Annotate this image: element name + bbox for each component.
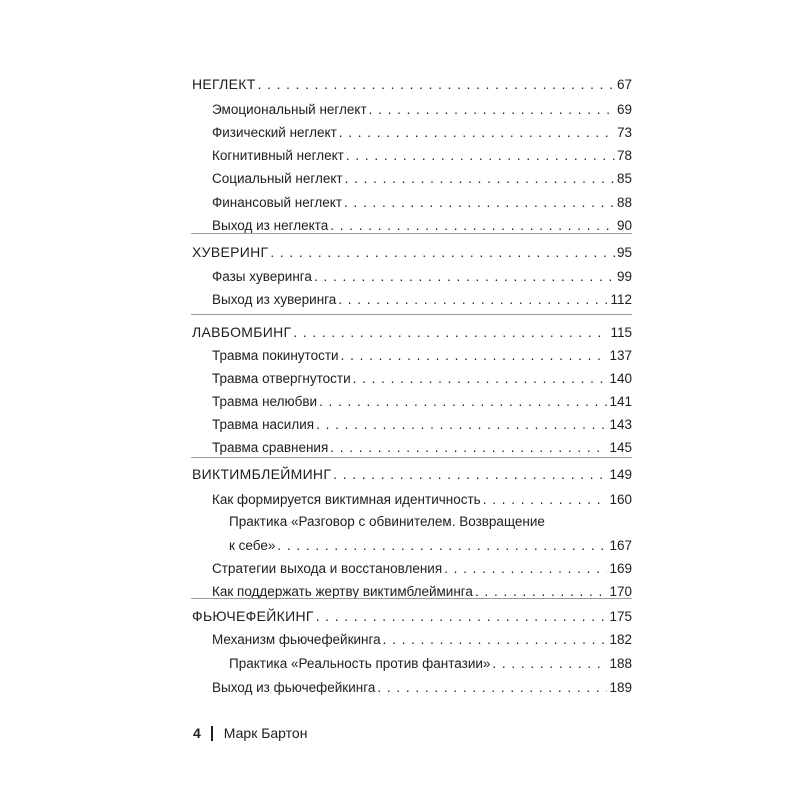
leader-dots bbox=[369, 102, 615, 118]
toc-entry-title: Социальный неглект bbox=[212, 171, 343, 186]
toc-page-number: 78 bbox=[616, 148, 632, 163]
toc-entry[interactable] bbox=[212, 394, 632, 410]
section-divider bbox=[191, 233, 632, 234]
author-name: Марк Бартон bbox=[223, 725, 308, 741]
toc-entry[interactable] bbox=[212, 148, 632, 164]
leader-dots bbox=[319, 394, 607, 410]
leader-dots bbox=[383, 632, 608, 648]
toc-page-number: 137 bbox=[609, 348, 632, 363]
toc-entry[interactable] bbox=[212, 292, 632, 308]
leader-dots bbox=[483, 492, 608, 508]
toc-entry[interactable] bbox=[212, 492, 632, 508]
leader-dots bbox=[314, 269, 615, 285]
leader-dots bbox=[492, 656, 607, 672]
section-divider bbox=[191, 314, 632, 315]
toc-entry-title: ФЬЮЧЕФЕЙКИНГ bbox=[192, 608, 314, 624]
leader-dots bbox=[353, 371, 608, 387]
toc-entry-title: НЕГЛЕКТ bbox=[192, 76, 256, 92]
toc-page-number: 90 bbox=[616, 218, 632, 233]
toc-entry[interactable] bbox=[212, 102, 632, 118]
toc-entry[interactable] bbox=[212, 417, 632, 433]
leader-dots bbox=[333, 467, 607, 483]
toc-page-number: 175 bbox=[609, 609, 632, 624]
toc-section-heading[interactable] bbox=[192, 324, 632, 341]
toc-page-number: 140 bbox=[609, 371, 632, 386]
toc-entry[interactable] bbox=[212, 371, 632, 387]
leader-dots bbox=[344, 195, 615, 211]
toc-entry-title: Травма покинутости bbox=[212, 348, 339, 363]
toc-page-number: 67 bbox=[616, 77, 632, 92]
toc-section-heading[interactable] bbox=[192, 76, 632, 93]
toc-entry[interactable] bbox=[229, 656, 632, 672]
toc-page-number: 85 bbox=[616, 171, 632, 186]
toc-entry-title: Физический неглект bbox=[212, 125, 337, 140]
toc-entry-continuation: к себе» bbox=[229, 538, 276, 553]
toc-entry-title: Стратегии выхода и восстановления bbox=[212, 561, 443, 576]
toc-section-heading[interactable] bbox=[192, 244, 632, 261]
toc-entry[interactable] bbox=[212, 195, 632, 211]
toc-entry-title: Травма сравнения bbox=[212, 440, 329, 455]
toc-page-number: 189 bbox=[609, 680, 632, 695]
leader-dots bbox=[339, 125, 615, 141]
leader-dots bbox=[330, 440, 607, 456]
toc-entry[interactable] bbox=[212, 171, 632, 187]
toc-entry-title: ВИКТИМБЛЕЙМИНГ bbox=[192, 466, 332, 482]
leader-dots bbox=[345, 171, 615, 187]
toc-entry-title: Финансовый неглект bbox=[212, 195, 343, 210]
toc-entry[interactable] bbox=[212, 218, 632, 234]
leader-dots bbox=[293, 325, 608, 341]
toc-page-number: 160 bbox=[609, 492, 632, 507]
toc-page-number: 143 bbox=[609, 417, 632, 432]
toc-entry-title: Выход из неглекта bbox=[212, 218, 329, 233]
toc-entry-title: Как поддержать жертву виктимблейминга bbox=[212, 584, 473, 599]
toc-page-number: 95 bbox=[616, 245, 632, 260]
toc-entry-title: Когнитивный неглект bbox=[212, 148, 344, 163]
toc-entry[interactable] bbox=[212, 680, 632, 696]
toc-entry[interactable] bbox=[229, 538, 632, 554]
toc-page-number: 188 bbox=[609, 656, 632, 671]
toc-page-number: 169 bbox=[609, 561, 632, 576]
leader-dots bbox=[316, 417, 607, 433]
toc-page-number: 112 bbox=[610, 292, 632, 307]
toc-page-number: 99 bbox=[616, 269, 632, 284]
leader-dots bbox=[444, 561, 607, 577]
page-number: 4 bbox=[193, 725, 201, 741]
leader-dots bbox=[341, 348, 608, 364]
toc-entry-title: Травма насилия bbox=[212, 417, 315, 432]
toc-entry[interactable] bbox=[212, 348, 632, 364]
toc-page-number: 115 bbox=[610, 325, 632, 340]
toc-entry[interactable] bbox=[212, 125, 632, 141]
footer-separator bbox=[211, 726, 213, 741]
section-divider bbox=[191, 457, 632, 458]
toc-entry-title: Выход из фьючефейкинга bbox=[212, 680, 376, 695]
toc-entry-title: Травма нелюбви bbox=[212, 394, 318, 409]
toc-page-number: 167 bbox=[609, 538, 632, 553]
toc-entry-title: ХУВЕРИНГ bbox=[192, 244, 269, 260]
toc-page-number: 145 bbox=[609, 440, 632, 455]
toc-entry-title[interactable]: Практика «Разговор с обвинителем. Возвращение bbox=[229, 514, 545, 529]
leader-dots bbox=[346, 148, 615, 164]
leader-dots bbox=[258, 77, 615, 93]
leader-dots bbox=[330, 218, 615, 234]
toc-entry-title: Практика «Реальность против фантазии» bbox=[229, 656, 491, 671]
toc-section-heading[interactable] bbox=[192, 466, 632, 483]
toc-entry-title: Фазы хуверинга bbox=[212, 269, 312, 284]
toc-page-number: 88 bbox=[616, 195, 632, 210]
toc-entry-title: ЛАВБОМБИНГ bbox=[192, 324, 292, 340]
toc-page-number: 182 bbox=[609, 632, 632, 647]
toc-entry-title: Механизм фьючефейкинга bbox=[212, 632, 381, 647]
leader-dots bbox=[277, 538, 607, 554]
leader-dots bbox=[316, 609, 608, 625]
toc-page-number: 149 bbox=[609, 467, 632, 482]
toc-entry[interactable] bbox=[212, 440, 632, 456]
toc-entry-title: Эмоциональный неглект bbox=[212, 102, 367, 117]
toc-entry[interactable] bbox=[212, 561, 632, 577]
toc-page-number: 69 bbox=[616, 102, 632, 117]
section-divider bbox=[191, 598, 632, 599]
toc-entry-title: Как формируется виктимная идентичность bbox=[212, 492, 481, 507]
toc-page-number: 170 bbox=[609, 584, 632, 599]
leader-dots bbox=[338, 292, 608, 308]
toc-page-number: 141 bbox=[609, 394, 632, 409]
toc-entry-title: Выход из хуверинга bbox=[212, 292, 337, 307]
toc-section-heading[interactable] bbox=[192, 608, 632, 625]
leader-dots bbox=[377, 680, 607, 696]
toc-page-number: 73 bbox=[616, 125, 632, 140]
page-footer bbox=[193, 724, 307, 742]
toc-entry[interactable] bbox=[212, 269, 632, 285]
toc-entry[interactable] bbox=[212, 632, 632, 648]
toc-entry-title: Травма отвергнутости bbox=[212, 371, 351, 386]
leader-dots bbox=[270, 245, 615, 261]
